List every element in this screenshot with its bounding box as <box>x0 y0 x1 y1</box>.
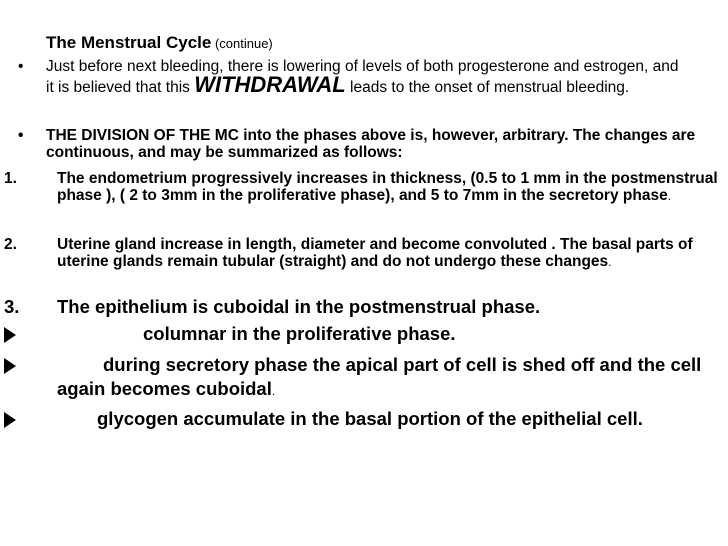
bullet-marker: • <box>18 127 24 144</box>
bullet-text <box>46 58 686 97</box>
numbered-text: The epithelium is cuboidal in the postmenstrual phase. <box>57 296 541 317</box>
numbered-text <box>57 236 717 271</box>
bullet-marker: • <box>18 58 24 75</box>
arrow-text <box>57 353 717 403</box>
number-marker: 1. <box>4 170 17 187</box>
number-marker: 2. <box>4 236 17 253</box>
title-sub: (continue) <box>211 36 273 51</box>
slide-title <box>46 33 273 53</box>
bullet-text: THE DIVISION OF THE MC into the phases above is, however, arbitrary. The changes are continuous, and may be summarized as follows: <box>46 127 696 161</box>
numbered-text-body: Uterine gland increase in length, diameter and become convoluted . The basal parts of uterine glands remain tubular (straight) and do not undergo these changes <box>57 236 693 270</box>
bullet-text-pre: Just before next bleeding, there is lowering of levels of both progesterone and estrogen, and it is believed that this <box>46 58 679 96</box>
bullet-text-post: leads to the onset of menstrual bleeding. <box>345 79 630 96</box>
number-marker: 3. <box>4 296 20 317</box>
arrow-right-icon <box>4 358 16 379</box>
emphasis-withdrawal: WITHDRAWAL <box>194 72 346 97</box>
numbered-text <box>57 170 722 205</box>
arrow-right-icon <box>4 412 16 433</box>
arrow-text: glycogen accumulate in the basal portion of the epithelial cell. <box>97 408 643 429</box>
numbered-text-tail: . <box>667 189 672 203</box>
arrow-right-icon <box>4 327 16 348</box>
arrow-text-body: during secretory phase the apical part of cell is shed off and the cell again becomes cuboidal <box>57 354 702 399</box>
numbered-text-body: The endometrium progressively increases in thickness, (0.5 to 1 mm in the postmenstrual phase ), ( 2 to 3mm in the proliferative phase), and 5 to 7mm in the secretory phase <box>57 170 718 204</box>
numbered-text-tail: . <box>608 255 612 269</box>
arrow-text-tail: . <box>271 384 276 398</box>
arrow-text: columnar in the proliferative phase. <box>143 323 456 344</box>
title-main: The Menstrual Cycle <box>46 33 212 52</box>
